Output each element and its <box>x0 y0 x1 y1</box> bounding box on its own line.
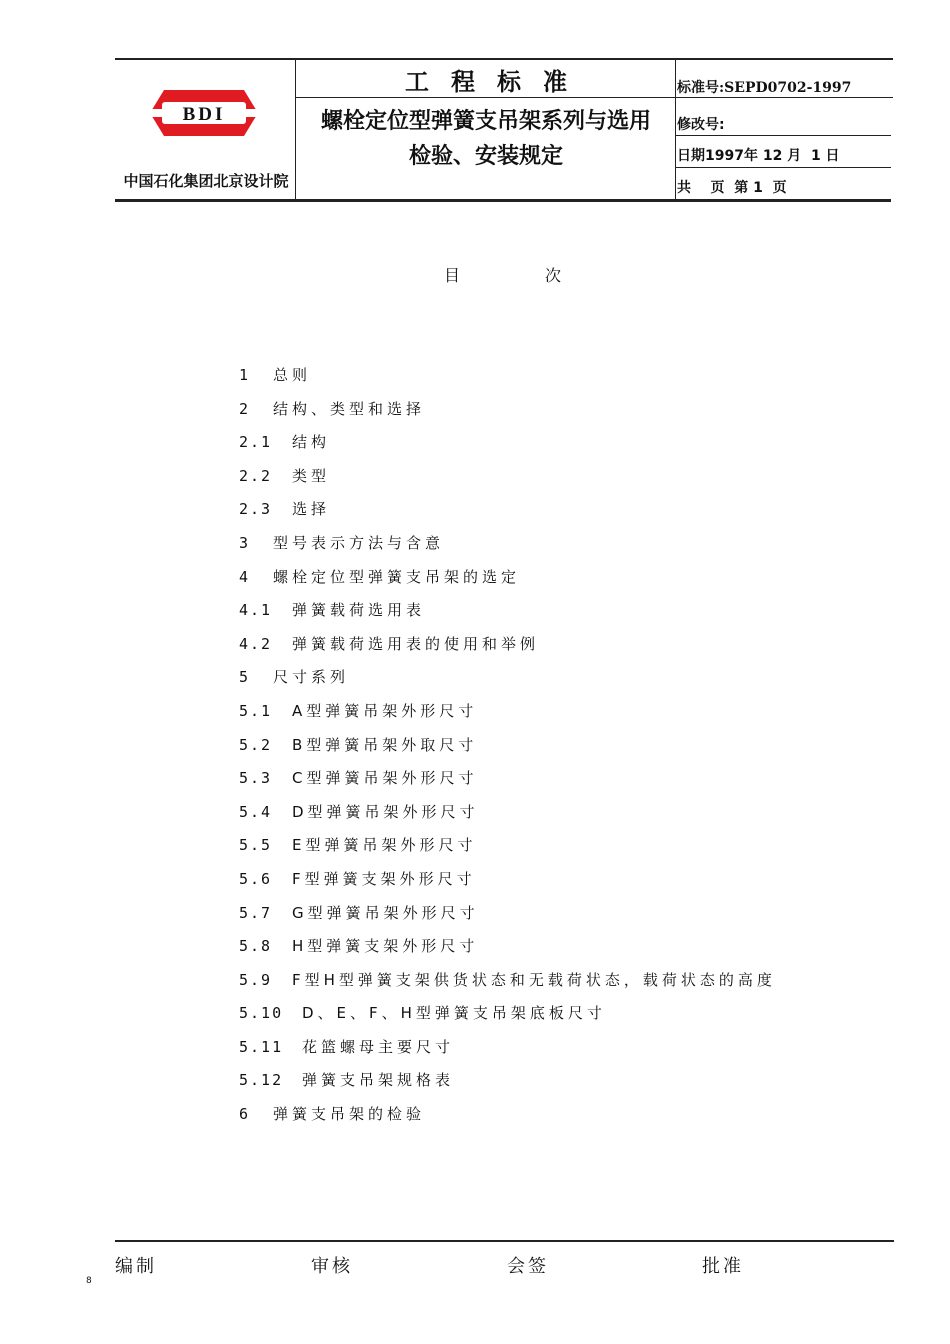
toc-item-text: D型弹簧吊架外形尺寸 <box>292 802 479 821</box>
toc-item <box>239 463 879 497</box>
toc-item-number: 5.7 <box>239 903 273 922</box>
toc-item-text: 花篮螺母主要尺寸 <box>302 1037 455 1056</box>
toc-item-number: 4.1 <box>239 601 273 620</box>
signature-countersigned: 会签 <box>507 1256 549 1277</box>
toc-item <box>239 1101 879 1135</box>
toc-item-number: 5.11 <box>239 1037 284 1056</box>
info-divider-1 <box>676 97 893 98</box>
signature-approved: 批准 <box>702 1256 744 1277</box>
organization-name: 中国石化集团北京设计院 <box>123 172 289 190</box>
toc-item-text: F型H型弹簧支架供货状态和无载荷状态，载荷状态的高度 <box>292 970 776 989</box>
footer-rule <box>115 1240 894 1242</box>
toc-item <box>239 866 879 900</box>
toc-item-text: B型弹簧吊架外取尺寸 <box>292 735 478 754</box>
toc-item-text: 螺栓定位型弹簧支吊架的选定 <box>273 567 521 586</box>
toc-item-text: 总则 <box>273 366 312 384</box>
toc-item-number: 5.3 <box>239 769 273 788</box>
toc-item-number: 3 <box>239 533 251 552</box>
toc-item-number: 1 <box>239 366 251 384</box>
revision-number: 修改号: <box>677 117 725 133</box>
toc-item-number: 5.8 <box>239 937 273 956</box>
signature-compiled: 编制 <box>115 1256 157 1277</box>
toc-item-text: H型弹簧支架外形尺寸 <box>292 937 479 956</box>
toc-item-text: E型弹簧吊架外形尺寸 <box>292 836 477 855</box>
toc-title-right: 次 <box>545 266 562 285</box>
toc-item-text: D、E、F、H型弹簧支吊架底板尺寸 <box>302 1004 606 1023</box>
toc-item-text: 弹簧载荷选用表的使用和举例 <box>292 634 540 653</box>
toc-item <box>239 1034 879 1068</box>
page-count: 共 页 第 1 页 <box>677 180 787 196</box>
toc-item <box>239 832 879 866</box>
toc-item <box>239 698 879 732</box>
toc-item-text: 类型 <box>292 466 331 485</box>
toc-item <box>239 396 879 430</box>
toc-item-text: F型弹簧支架外形尺寸 <box>292 869 476 888</box>
toc-item <box>239 496 879 530</box>
toc-item-number: 6 <box>239 1105 251 1124</box>
logo-text: BDI <box>182 104 226 125</box>
document-title-line1: 螺栓定位型弹簧支吊架系列与选用 <box>320 109 651 134</box>
toc-item-text: C型弹簧吊架外形尺寸 <box>292 769 478 788</box>
toc-item-number: 5.6 <box>239 869 273 888</box>
toc-item-number: 5.10 <box>239 1004 284 1023</box>
toc-item-text: 弹簧支吊架规格表 <box>302 1071 455 1090</box>
issue-date: 日期1997年 12 月 1 日 <box>677 148 840 164</box>
toc-item-number: 5.2 <box>239 735 273 754</box>
header-bottom-rule <box>115 199 891 202</box>
toc-item-number: 2.2 <box>239 466 273 485</box>
toc-item-number: 4.2 <box>239 634 273 653</box>
toc-item <box>239 631 879 665</box>
document-title-line2: 检验、安装规定 <box>408 144 563 169</box>
signature-reviewed: 审核 <box>311 1256 353 1277</box>
toc-item <box>239 933 879 967</box>
toc-item <box>239 967 879 1001</box>
standard-category: 工程标准 <box>405 68 589 96</box>
toc-item <box>239 799 879 833</box>
toc-item-text: A型弹簧吊架外形尺寸 <box>292 701 478 720</box>
toc-item-number: 5.9 <box>239 970 273 989</box>
toc-item-number: 5 <box>239 668 251 687</box>
toc-item-number: 2.1 <box>239 433 273 452</box>
toc-item <box>239 765 879 799</box>
toc-item <box>239 1067 879 1101</box>
page-number: 8 <box>86 1276 92 1286</box>
info-divider-3 <box>676 167 891 168</box>
standard-number: 标准号:SEPD0702-1997 <box>677 80 852 96</box>
toc-item <box>239 530 879 564</box>
toc-item-text: 结构 <box>292 433 331 452</box>
toc-item <box>239 362 879 396</box>
toc-item-text: G型弹簧吊架外形尺寸 <box>292 903 479 922</box>
toc-item-number: 4 <box>239 567 251 586</box>
info-divider-2 <box>676 135 891 136</box>
toc-item-number: 5.5 <box>239 836 273 855</box>
toc-item-text: 型号表示方法与含意 <box>273 533 445 552</box>
toc-title-left: 目 <box>444 266 461 285</box>
title-divider <box>296 97 676 98</box>
toc-item-text: 结构、类型和选择 <box>273 399 426 418</box>
toc-item <box>239 597 879 631</box>
toc-item-number: 5.1 <box>239 701 273 720</box>
toc-item <box>239 900 879 934</box>
toc-item <box>239 564 879 598</box>
table-of-contents <box>239 362 879 1135</box>
toc-item <box>239 664 879 698</box>
header-top-rule <box>115 58 893 60</box>
toc-item-text: 弹簧支吊架的检验 <box>273 1105 426 1124</box>
toc-item-number: 2.3 <box>239 500 273 519</box>
toc-item-text: 尺寸系列 <box>273 668 350 687</box>
toc-item <box>239 429 879 463</box>
bdi-logo-mark <box>148 86 260 140</box>
toc-item <box>239 1000 879 1034</box>
bdi-logo <box>148 86 260 140</box>
toc-item-number: 5.12 <box>239 1071 284 1090</box>
toc-item <box>239 732 879 766</box>
toc-item-number: 2 <box>239 399 251 418</box>
toc-item-text: 选择 <box>292 500 331 519</box>
toc-item-text: 弹簧载荷选用表 <box>292 601 426 620</box>
toc-item-number: 5.4 <box>239 802 273 821</box>
